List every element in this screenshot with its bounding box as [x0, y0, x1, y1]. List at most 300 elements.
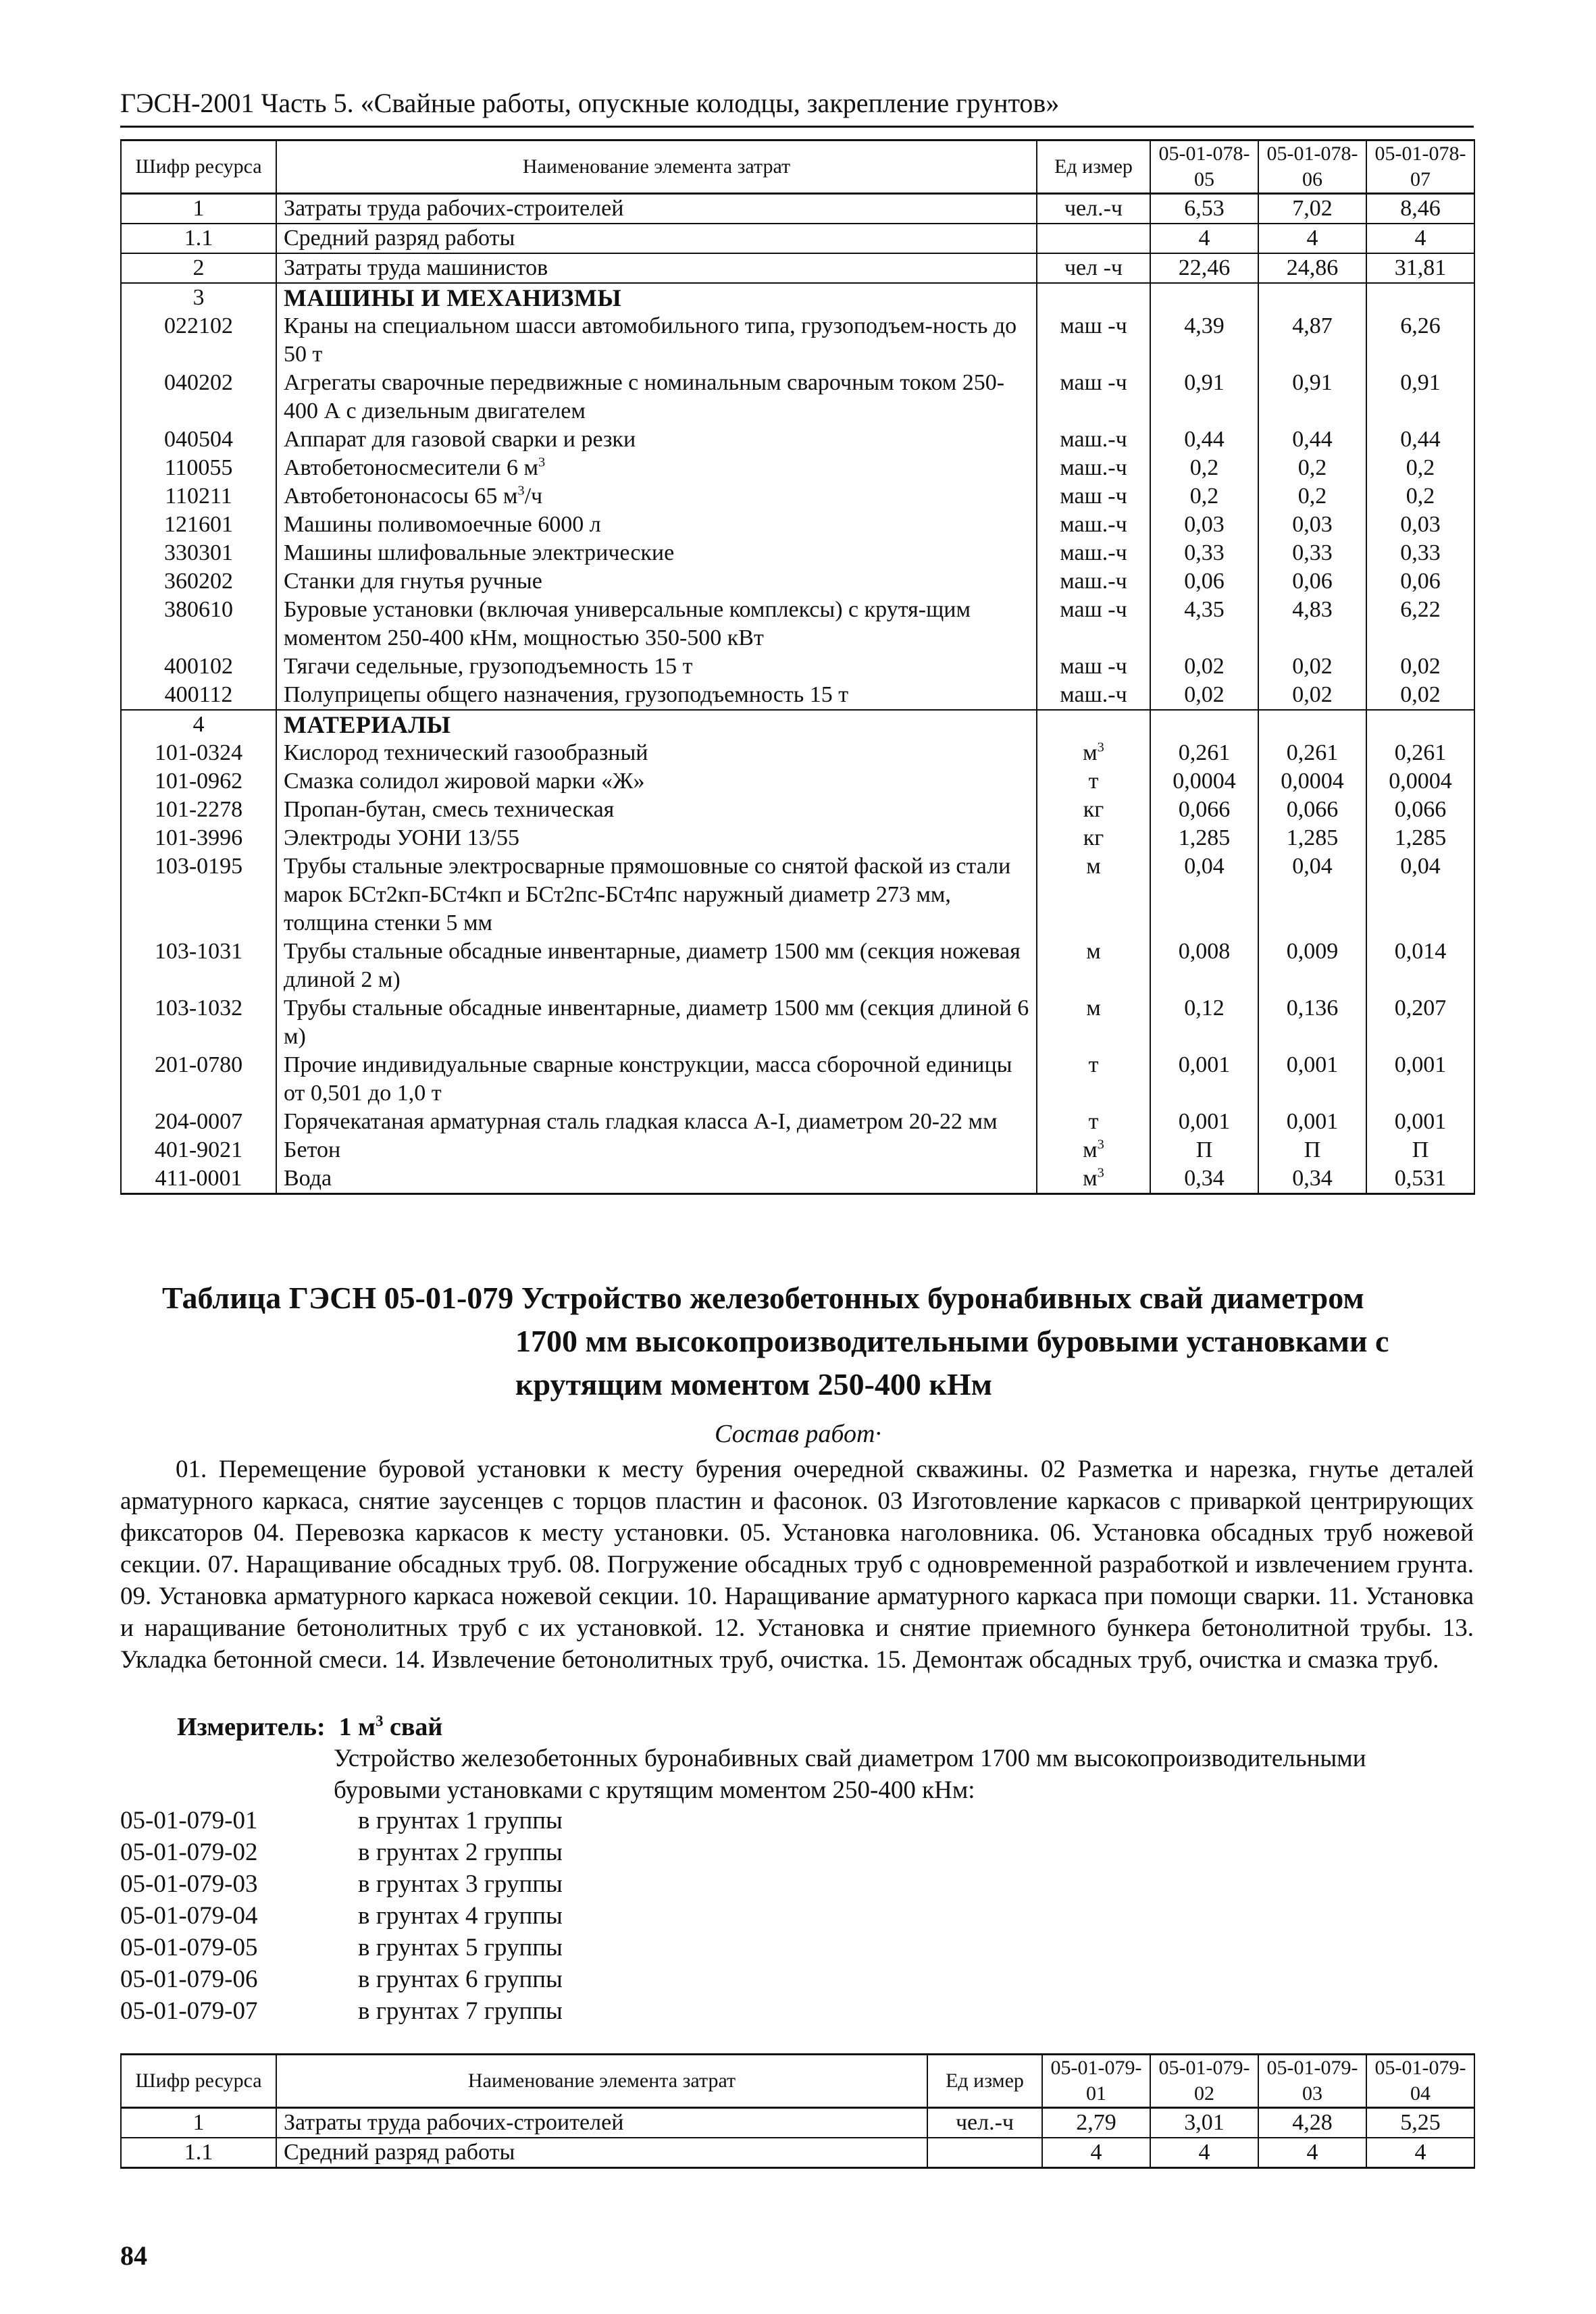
resource-value-3: 0,02 [1366, 681, 1474, 710]
resource-unit-text: маш.-ч [1060, 682, 1127, 707]
resource-unit-text: маш.-ч [1060, 540, 1127, 565]
resource-unit [1037, 596, 1150, 652]
resource-name-text: Пропан-бутан, смесь техническая [284, 797, 615, 822]
variant-label: в грунтах 5 группы [358, 1934, 563, 1961]
resource-value-1 [1150, 283, 1258, 312]
resource-unit-text: чел.-ч [1064, 196, 1123, 221]
resource-unit [1037, 1108, 1150, 1136]
resource-value-3: 4 [1366, 224, 1474, 253]
resource-value-1: 0,44 [1150, 426, 1258, 454]
table-row [121, 224, 1474, 253]
resource-value-1: 0,06 [1150, 567, 1258, 596]
resource-unit [1037, 767, 1150, 796]
resource-unit [1037, 796, 1150, 824]
variant-label: в грунтах 4 группы [358, 1902, 563, 1930]
resource-value-2: 0,136 [1258, 994, 1366, 1051]
resource-name-text: Машины шлифовальные электрические [284, 540, 675, 565]
resource-name [276, 739, 1037, 767]
resource-unit [1037, 224, 1150, 253]
resource-name [276, 710, 1037, 739]
column-header-079-01: 05-01-079-01 [1042, 2055, 1150, 2108]
resource-value-2: 0,03 [1258, 511, 1366, 539]
resource-unit-text: маш.-ч [1060, 427, 1127, 452]
resource-unit-power: 3 [1097, 1165, 1104, 1181]
resource-value-1 [1150, 710, 1258, 739]
resource-value-2: 0,0004 [1258, 767, 1366, 796]
resource-name-text: Горячекатаная арматурная сталь гладкая класса А-I, диаметром 20-22 мм [284, 1109, 998, 1134]
resource-code: 1 [121, 194, 276, 224]
resource-code: 2 [121, 253, 276, 283]
resource-value-3: 0,44 [1366, 426, 1474, 454]
resource-value-3: 0,001 [1366, 1108, 1474, 1136]
resource-value-1: 0,066 [1150, 796, 1258, 824]
resource-name-text: МАШИНЫ И МЕХАНИЗМЫ [284, 284, 622, 311]
resource-value-2: 0,2 [1258, 482, 1366, 511]
section-title [162, 1277, 1472, 1406]
resource-value-2: 3,01 [1150, 2108, 1258, 2138]
resource-unit-text: чел -ч [1064, 255, 1123, 280]
column-header-079-02: 05-01-079-02 [1150, 2055, 1258, 2108]
resource-value-2: 4,87 [1258, 312, 1366, 369]
resource-value-3: 0,066 [1366, 796, 1474, 824]
resource-value-3 [1366, 283, 1474, 312]
meter-tail: свай [389, 1713, 443, 1741]
resource-value-1: 4,39 [1150, 312, 1258, 369]
resource-code: 1.1 [121, 224, 276, 253]
resource-table-079 [120, 2053, 1475, 2169]
resource-unit-power: 3 [1097, 1137, 1104, 1152]
resource-name-text: Прочие индивидуальные сварные конструкции, масса сборочной единицы от 0,501 до 1,0 т [284, 1052, 1012, 1106]
resource-name [276, 796, 1037, 824]
table-row [121, 2138, 1474, 2168]
section-title-line-1: Таблица ГЭСН 05-01-079 Устройство железобетонных буронабивных свай диаметром [162, 1281, 1364, 1315]
resource-code: 110211 [121, 482, 276, 511]
resource-value-1: 4 [1150, 224, 1258, 253]
resource-name [276, 2108, 927, 2138]
resource-unit [1037, 1164, 1150, 1194]
resource-code: 204-0007 [121, 1108, 276, 1136]
resource-value-3: 0,0004 [1366, 767, 1474, 796]
resource-code: 040202 [121, 369, 276, 426]
table-row [121, 312, 1474, 369]
resource-unit [1037, 454, 1150, 482]
resource-name-text: МАТЕРИАЛЫ [284, 711, 451, 738]
resource-name [276, 253, 1037, 283]
resource-code: 103-0195 [121, 852, 276, 937]
resource-unit-text: кг [1083, 797, 1104, 822]
table-row [121, 2108, 1474, 2138]
column-header-name: Наименование элемента затрат [276, 2055, 927, 2108]
resource-code: 3 [121, 283, 276, 312]
resource-unit-text: чел.-ч [955, 2110, 1014, 2135]
resource-name [276, 426, 1037, 454]
resource-name [276, 567, 1037, 596]
column-header-079-03: 05-01-079-03 [1258, 2055, 1366, 2108]
resource-name-text: Средний разряд работы [284, 226, 515, 251]
table-row [121, 994, 1474, 1051]
resource-unit-text: м [1086, 939, 1101, 964]
variant-item [120, 1995, 931, 2027]
variant-code: 05-01-079-01 [120, 1807, 258, 1834]
resource-value-1: 0,001 [1150, 1108, 1258, 1136]
resource-name-text: Вода [284, 1166, 332, 1191]
resource-unit [1037, 652, 1150, 681]
table-row [121, 454, 1474, 482]
resource-value-2: 4 [1258, 224, 1366, 253]
resource-unit [1037, 283, 1150, 312]
resource-unit-text: маш -ч [1060, 370, 1127, 395]
resource-unit [1037, 511, 1150, 539]
resource-value-3: 31,81 [1366, 253, 1474, 283]
resource-value-1: 0,2 [1150, 482, 1258, 511]
resource-name-power: 3 [538, 455, 546, 470]
resource-unit [1037, 824, 1150, 852]
running-header: ГЭСН-2001 Часть 5. «Свайные работы, опускные колодцы, закрепление грунтов» [120, 86, 1474, 128]
resource-name-text: Средний разряд работы [284, 2140, 515, 2165]
resource-unit [1037, 1136, 1150, 1164]
resource-value-3: 0,531 [1366, 1164, 1474, 1194]
resource-value-3: 0,33 [1366, 539, 1474, 567]
resource-value-1: 0,34 [1150, 1164, 1258, 1194]
resource-code: 4 [121, 710, 276, 739]
resource-name-text: Тягачи седельные, грузоподъемность 15 т [284, 654, 693, 679]
resource-name [276, 937, 1037, 994]
resource-name [276, 1136, 1037, 1164]
resource-value-3: 0,06 [1366, 567, 1474, 596]
resource-code: 103-1031 [121, 937, 276, 994]
resource-unit [1037, 369, 1150, 426]
resource-value-2: 0,066 [1258, 796, 1366, 824]
resource-value-3: 0,04 [1366, 852, 1474, 937]
resource-value-2: 0,001 [1258, 1108, 1366, 1136]
resource-value-1: 0,0004 [1150, 767, 1258, 796]
resource-name-text: Машины поливомоечные 6000 л [284, 512, 601, 537]
variant-item [120, 1963, 931, 1995]
table-row [121, 824, 1474, 852]
resource-unit [1037, 739, 1150, 767]
resource-code: 121601 [121, 511, 276, 539]
resource-unit [1037, 426, 1150, 454]
column-header-code: Шифр ресурса [121, 140, 276, 194]
variant-code: 05-01-079-02 [120, 1839, 258, 1866]
resource-value-2: 24,86 [1258, 253, 1366, 283]
meter-unit-power: 3 [376, 1712, 384, 1730]
resource-unit [1037, 253, 1150, 283]
resource-unit-text: маш -ч [1060, 313, 1127, 338]
variant-code: 05-01-079-05 [120, 1934, 258, 1961]
variant-label: в грунтах 3 группы [358, 1870, 563, 1898]
column-header-079-04: 05-01-079-04 [1366, 2055, 1474, 2108]
resource-code: 022102 [121, 312, 276, 369]
section-title-line-3: крутящим моментом 250-400 кНм [515, 1367, 993, 1402]
meter-value: 1 м [338, 1713, 376, 1741]
column-header-078-06: 05-01-078-06 [1258, 140, 1366, 194]
column-header-name: Наименование элемента затрат [276, 140, 1037, 194]
resource-code: 400102 [121, 652, 276, 681]
resource-code: 1 [121, 2108, 276, 2138]
resource-value-1: 4 [1042, 2138, 1150, 2168]
variant-item [120, 1868, 931, 1900]
resource-value-2: 0,261 [1258, 739, 1366, 767]
resource-value-3: 0,014 [1366, 937, 1474, 994]
resource-unit-text: маш -ч [1060, 484, 1127, 509]
resource-unit [1037, 710, 1150, 739]
resource-unit [927, 2138, 1042, 2168]
resource-value-2: 0,44 [1258, 426, 1366, 454]
resource-value-2: 1,285 [1258, 824, 1366, 852]
resource-value-2 [1258, 710, 1366, 739]
resource-value-2: 0,02 [1258, 652, 1366, 681]
resource-unit-text: м [1083, 1166, 1098, 1191]
resource-value-2: 0,009 [1258, 937, 1366, 994]
resource-name [276, 824, 1037, 852]
column-header-unit: Ед измер [927, 2055, 1042, 2108]
resource-name-text: Затраты труда рабочих-строителей [284, 196, 624, 221]
resource-value-1: 0,261 [1150, 739, 1258, 767]
resource-value-3: 4 [1258, 2138, 1366, 2168]
resource-name [276, 283, 1037, 312]
resource-value-2: 4,83 [1258, 596, 1366, 652]
resource-unit [1037, 1051, 1150, 1108]
resource-unit [1037, 312, 1150, 369]
resource-value-1: 4,35 [1150, 596, 1258, 652]
resource-value-2 [1258, 283, 1366, 312]
resource-unit [1037, 567, 1150, 596]
resource-table-078 [120, 139, 1475, 1195]
resource-name-text: Краны на специальном шасси автомобильного типа, грузоподъем-ность до 50 т [284, 313, 1017, 367]
resource-unit [1037, 194, 1150, 224]
resource-value-2: П [1258, 1136, 1366, 1164]
resource-value-2: 0,001 [1258, 1051, 1366, 1108]
resource-unit-text: т [1088, 769, 1099, 794]
resource-value-1: 0,33 [1150, 539, 1258, 567]
resource-code: 103-1032 [121, 994, 276, 1051]
table-row [121, 739, 1474, 767]
table-row [121, 652, 1474, 681]
resource-name [276, 767, 1037, 796]
resource-code: 201-0780 [121, 1051, 276, 1108]
resource-name [276, 1051, 1037, 1108]
resource-value-3: 0,02 [1366, 652, 1474, 681]
resource-name [276, 194, 1037, 224]
resource-unit [1037, 539, 1150, 567]
table-header-row [121, 140, 1474, 194]
variant-item [120, 1805, 931, 1836]
table-row [121, 1108, 1474, 1136]
resource-value-3: 6,22 [1366, 596, 1474, 652]
resource-name-tail: /ч [524, 484, 543, 509]
resource-value-4: 5,25 [1366, 2108, 1474, 2138]
resource-name-text: Аппарат для газовой сварки и резки [284, 427, 636, 452]
resource-value-3: 0,2 [1366, 454, 1474, 482]
variant-item [120, 1836, 931, 1868]
resource-name-text: Смазка солидол жировой марки «Ж» [284, 769, 645, 794]
resource-name [276, 1108, 1037, 1136]
table-row [121, 511, 1474, 539]
resource-value-1: 1,285 [1150, 824, 1258, 852]
resource-name [276, 511, 1037, 539]
resource-name-text: Электроды УОНИ 13/55 [284, 825, 520, 850]
resource-value-1: 2,79 [1042, 2108, 1150, 2138]
resource-name [276, 852, 1037, 937]
resource-name-text: Трубы стальные обсадные инвентарные, диаметр 1500 мм (секция ножевая длиной 2 м) [284, 939, 1021, 992]
resource-value-1: 0,008 [1150, 937, 1258, 994]
column-header-code: Шифр ресурса [121, 2055, 276, 2108]
resource-name [276, 681, 1037, 710]
resource-name-text: Автобетоносмесители 6 м [284, 455, 539, 480]
resource-code: 101-2278 [121, 796, 276, 824]
resource-value-1: 0,02 [1150, 652, 1258, 681]
resource-value-3: 0,261 [1366, 739, 1474, 767]
resource-name [276, 539, 1037, 567]
resource-unit-text: маш.-ч [1060, 455, 1127, 480]
resource-unit-text: м [1086, 996, 1101, 1021]
table-row [121, 369, 1474, 426]
resource-name-text: Агрегаты сварочные передвижные с номинальным сварочным током 250-400 А с дизельным двигателем [284, 370, 1005, 423]
resource-value-2: 0,2 [1258, 454, 1366, 482]
resource-value-1: 0,04 [1150, 852, 1258, 937]
resource-unit [1037, 482, 1150, 511]
resource-code: 110055 [121, 454, 276, 482]
resource-value-3: 0,2 [1366, 482, 1474, 511]
resource-unit-text: маш -ч [1060, 597, 1127, 622]
table-header-row [121, 2055, 1474, 2108]
resource-code: 101-0962 [121, 767, 276, 796]
variant-label: в грунтах 2 группы [358, 1839, 563, 1866]
resource-value-3: П [1366, 1136, 1474, 1164]
resource-name-text: Буровые установки (включая универсальные комплексы) с крутя-щим моментом 250-400 кНм, мощностью 350-500 кВт [284, 597, 971, 650]
resource-value-1: 0,2 [1150, 454, 1258, 482]
resource-unit-text: маш -ч [1060, 654, 1127, 679]
resource-name-text: Трубы стальные обсадные инвентарные, диаметр 1500 мм (секция длиной 6 м) [284, 996, 1029, 1049]
table-row [121, 710, 1474, 739]
table-row [121, 767, 1474, 796]
table-row [121, 596, 1474, 652]
resource-name [276, 454, 1037, 482]
resource-unit-text: м [1083, 1137, 1098, 1162]
table-row [121, 482, 1474, 511]
resource-unit [927, 2108, 1042, 2138]
variant-code: 05-01-079-03 [120, 1870, 258, 1898]
variant-code: 05-01-079-04 [120, 1902, 258, 1930]
resource-unit-text: т [1088, 1109, 1099, 1134]
resource-value-2: 0,02 [1258, 681, 1366, 710]
resource-value-2: 0,06 [1258, 567, 1366, 596]
resource-name [276, 596, 1037, 652]
resource-name [276, 224, 1037, 253]
resource-name-text: Автобетононасосы 65 м [284, 484, 518, 509]
resource-name [276, 1164, 1037, 1194]
resource-value-2: 4 [1150, 2138, 1258, 2168]
resource-code: 040504 [121, 426, 276, 454]
resource-value-3: 0,91 [1366, 369, 1474, 426]
table-row [121, 539, 1474, 567]
resource-unit-power: 3 [1097, 740, 1104, 755]
variant-label: в грунтах 6 группы [358, 1965, 563, 1993]
table-row [121, 1136, 1474, 1164]
resource-name-text: Затраты труда рабочих-строителей [284, 2110, 624, 2135]
resource-code: 411-0001 [121, 1164, 276, 1194]
resource-unit-text: маш.-ч [1060, 512, 1127, 537]
table-row [121, 852, 1474, 937]
resource-name-text: Трубы стальные электросварные прямошовные со снятой фаской из стали марок БСт2кп-БСт4кп и БСт2пс-БСт4пс наружный диаметр 273 мм, толщина стенки 5 мм [284, 854, 1011, 935]
resource-value-1: 22,46 [1150, 253, 1258, 283]
resource-value-2: 7,02 [1258, 194, 1366, 224]
table-row [121, 937, 1474, 994]
table-row [121, 194, 1474, 224]
variant-code: 05-01-079-06 [120, 1965, 258, 1993]
resource-value-2: 0,34 [1258, 1164, 1366, 1194]
resource-unit [1037, 994, 1150, 1051]
resource-unit-text: м [1083, 740, 1098, 765]
resource-name-text: Станки для гнутья ручные [284, 569, 542, 594]
column-header-078-07: 05-01-078-07 [1366, 140, 1474, 194]
table-row [121, 1051, 1474, 1108]
table-row [121, 796, 1474, 824]
resource-code: 380610 [121, 596, 276, 652]
variant-item [120, 1932, 931, 1963]
variant-code: 05-01-079-07 [120, 1997, 258, 2025]
variant-label: в грунтах 7 группы [358, 1997, 563, 2025]
resource-value-1: П [1150, 1136, 1258, 1164]
resource-value-3: 1,285 [1366, 824, 1474, 852]
variant-item [120, 1900, 931, 1932]
resource-code: 330301 [121, 539, 276, 567]
resource-unit-text: т [1088, 1052, 1099, 1077]
variant-label: в грунтах 1 группы [358, 1807, 563, 1834]
resource-name [276, 652, 1037, 681]
work-composition-text: 01. Перемещение буровой установки к месту бурения очередной скважины. 02 Разметка и нарезка, гнутье деталей арматурного каркаса, снятие заусенцев с торцов пластин и фасонок. 03 Изготовление каркасов с приваркой центрирующих фиксаторов 04. Перевозка каркасов к месту установки. 05. Установка наголовника. 06. Установка обсадных труб ножевой секции. 07. Наращивание обсадных труб. 08. Погружение обсадных труб с одновременной разработкой и извлечением грунта. 09. Установка арматурного каркаса ножевой секции. 10. Наращивание арматурного каркаса при помощи сварки. 11. Установка и наращивание бетонолитных труб с их установкой. 12. Установка и снятие приемного бункера бетонолитной трубы. 13. Укладка бетонной смеси. 14. Извлечение бетонолитных труб, очистка. 15. Демонтаж обсадных труб, очистка и смазка труб. [120, 1456, 1474, 1674]
resource-name-text: Затраты труда машинистов [284, 255, 548, 280]
resource-code: 1.1 [121, 2138, 276, 2168]
resource-value-1: 0,001 [1150, 1051, 1258, 1108]
resource-code: 400112 [121, 681, 276, 710]
resource-code: 401-9021 [121, 1136, 276, 1164]
resource-name [276, 2138, 927, 2168]
resource-unit-text: м [1086, 854, 1101, 879]
resource-name-power: 3 [517, 483, 525, 498]
resource-unit [1037, 852, 1150, 937]
meter-line [177, 1712, 442, 1743]
page-number: 84 [120, 2240, 147, 2271]
work-composition-heading: Состав работ· [715, 1420, 881, 1448]
resource-name [276, 482, 1037, 511]
resource-value-1: 0,02 [1150, 681, 1258, 710]
resource-name [276, 994, 1037, 1051]
section-title-line-2: 1700 мм высокопроизводительными буровыми установками с [515, 1324, 1389, 1358]
resource-value-1: 0,03 [1150, 511, 1258, 539]
column-header-unit: Ед измер [1037, 140, 1150, 194]
resource-value-3: 8,46 [1366, 194, 1474, 224]
table-row [121, 1164, 1474, 1194]
resource-value-3: 0,001 [1366, 1051, 1474, 1108]
resource-value-1: 0,91 [1150, 369, 1258, 426]
resource-unit-text: кг [1083, 825, 1104, 850]
resource-name [276, 369, 1037, 426]
resource-value-3 [1366, 710, 1474, 739]
resource-name-text: Полуприцепы общего назначения, грузоподъемность 15 т [284, 682, 849, 707]
resource-value-2: 0,91 [1258, 369, 1366, 426]
table-row [121, 681, 1474, 710]
resource-name-text: Бетон [284, 1137, 341, 1162]
table-row [121, 283, 1474, 312]
resource-code: 101-0324 [121, 739, 276, 767]
resource-value-2: 0,33 [1258, 539, 1366, 567]
resource-unit [1037, 937, 1150, 994]
resource-value-3: 0,03 [1366, 511, 1474, 539]
variants-list [120, 1805, 931, 2027]
resource-name [276, 312, 1037, 369]
